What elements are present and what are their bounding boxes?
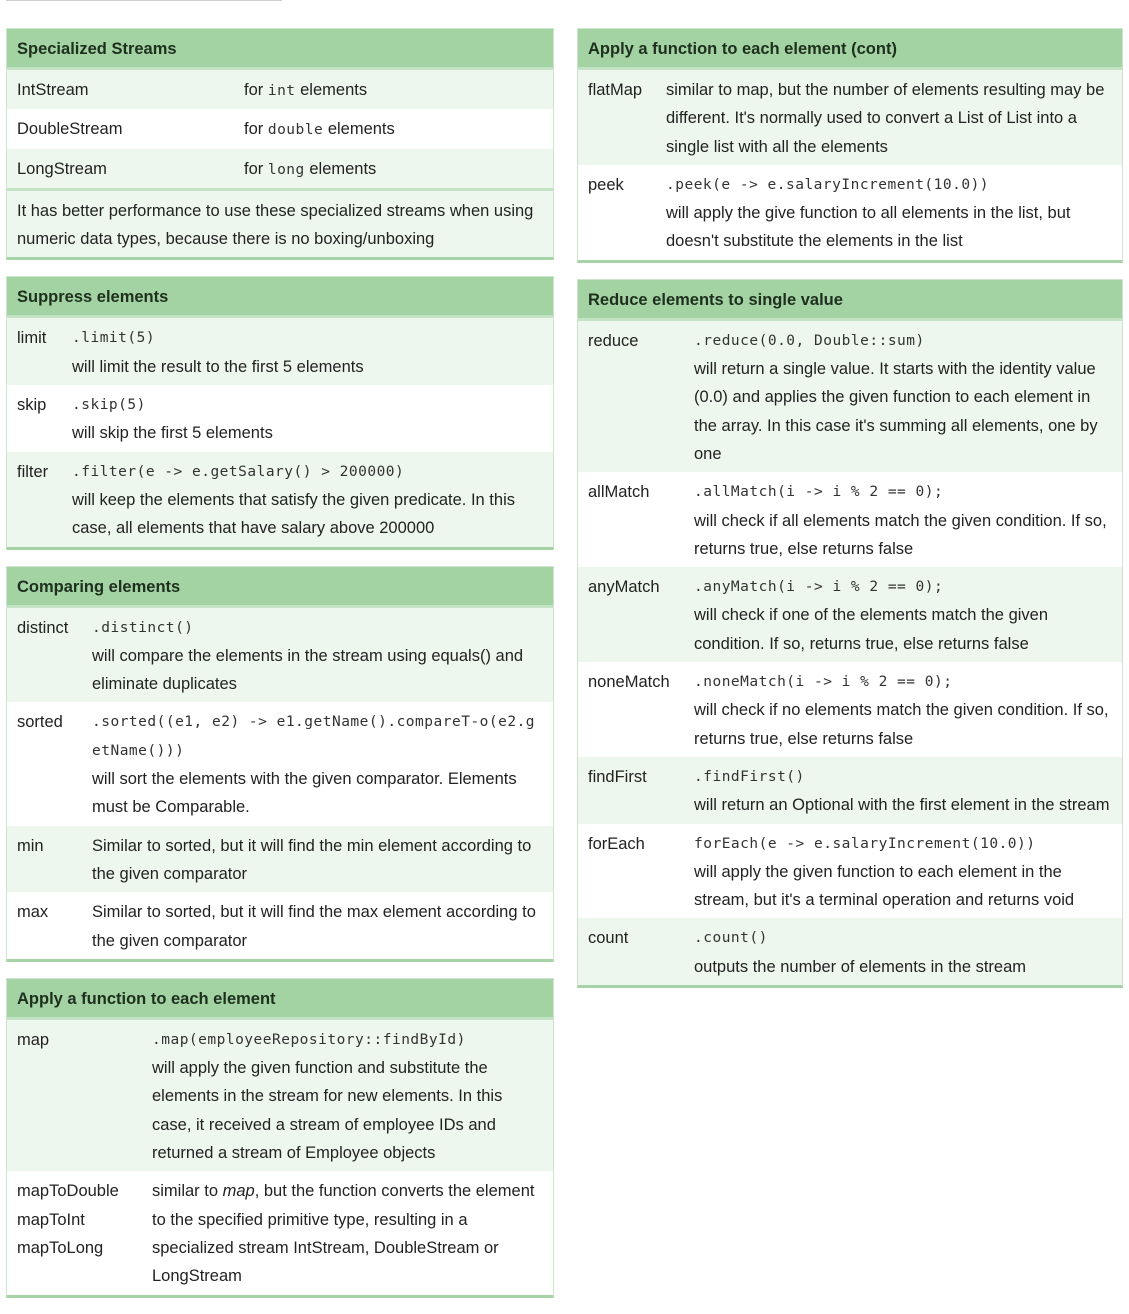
name-line: mapToLong: [17, 1238, 104, 1257]
code-snippet: int: [267, 83, 296, 99]
card-note: It has better performance to use these specialized streams when using numeric data types, because there is no boxing/unboxing: [7, 188, 553, 258]
row-name: DoubleStream: [7, 109, 234, 148]
code-snippet: forEach(e -> e.salaryIncrement(10.0)): [694, 835, 1036, 852]
card-suppress-elements: [6, 276, 554, 549]
code-snippet: .findFirst(): [694, 768, 805, 785]
row-name: distinct: [7, 608, 82, 703]
row-desc: [234, 70, 553, 109]
table-row: [578, 757, 1122, 824]
row-desc: [234, 109, 553, 148]
row-desc: [234, 149, 553, 188]
row-name: peek: [578, 165, 656, 260]
desc-text: will skip the first 5 elements: [72, 424, 273, 443]
table-row: [7, 109, 553, 148]
table-row: [578, 567, 1122, 662]
table-row: [7, 892, 553, 959]
desc-text: , but the function converts the element to the specified primitive type, resulting in a specialized stream IntStream, DoubleStream or LongStream: [152, 1182, 535, 1286]
desc-text: will sort the elements with the given comparator. Elements must be Comparable.: [92, 770, 517, 817]
row-name: max: [7, 892, 82, 959]
row-desc: [656, 165, 1122, 260]
table-row: [7, 1020, 553, 1171]
table-row: [578, 165, 1122, 260]
row-name: map: [7, 1020, 142, 1171]
row-name: anyMatch: [578, 567, 684, 662]
table-row: [7, 826, 553, 893]
table-row: [7, 608, 553, 703]
table-row: [7, 1171, 553, 1294]
row-desc: [82, 702, 553, 825]
desc-text: for: [244, 81, 268, 99]
row-desc: [82, 826, 553, 893]
row-desc: [684, 321, 1122, 472]
row-name: skip: [7, 385, 62, 452]
desc-text: will check if one of the elements match the given condition. If so, returns true, else returns false: [694, 606, 1049, 653]
code-snippet: double: [267, 122, 324, 139]
card-title: Suppress elements: [7, 277, 553, 318]
desc-text: outputs the number of elements in the stream: [694, 957, 1027, 976]
card-specialized-streams: [6, 28, 554, 260]
table-row: [578, 70, 1122, 165]
row-name: min: [7, 826, 82, 893]
table-row: [578, 824, 1122, 919]
table-row: [7, 149, 553, 188]
desc-text: elements: [295, 81, 368, 99]
left-column: [6, 28, 554, 1314]
table-row: [7, 70, 553, 109]
desc-emphasis: map: [222, 1182, 255, 1201]
row-desc: [656, 70, 1122, 165]
row-desc: [684, 472, 1122, 567]
top-divider: [6, 0, 282, 1]
row-name: allMatch: [578, 472, 684, 567]
apply-table: [7, 1020, 553, 1295]
desc-text: will apply the given function to each element in the stream, but it's a terminal operation and returns void: [694, 862, 1075, 910]
desc-text: will return an Optional with the first element in the stream: [694, 796, 1110, 815]
desc-text: will compare the elements in the stream using equals() and eliminate duplicates: [92, 646, 524, 694]
desc-text: will return a single value. It starts with the identity value (0.0) and applies the given function to each element in the array. In this case it's summing all elements, one by one: [694, 360, 1098, 463]
row-desc: [62, 318, 553, 385]
row-desc: [684, 918, 1122, 985]
row-name: LongStream: [7, 149, 234, 188]
row-desc: [82, 608, 553, 703]
card-title: Comparing elements: [7, 567, 553, 608]
row-name: sorted: [7, 702, 82, 825]
desc-text: similar to map, but the number of elements resulting may be different. It's normally used to convert a List of List into a single list with all the elements: [666, 81, 1105, 156]
code-snippet: .distinct(): [92, 619, 194, 636]
desc-text: similar to: [152, 1182, 223, 1201]
desc-text: will apply the give function to all elements in the list, but doesn't substitute the elements in the list: [666, 204, 1071, 251]
apply-cont-table: [578, 70, 1122, 260]
row-name: [7, 1171, 142, 1294]
row-desc: [684, 757, 1122, 824]
code-snippet: .filter(e -> e.getSalary() > 200000): [72, 463, 405, 480]
table-row: [7, 318, 553, 385]
code-snippet: .allMatch(i -> i % 2 == 0);: [694, 484, 944, 501]
table-row: [7, 385, 553, 452]
row-desc: [142, 1020, 553, 1171]
desc-text: will check if no elements match the given condition. If so, returns true, else returns false: [694, 701, 1109, 748]
table-row: [578, 321, 1122, 472]
card-apply-function: [6, 978, 554, 1298]
desc-text: elements: [323, 120, 395, 139]
code-snippet: .sorted((e1, e2) -> e1.getName().compareT-o(e2.getName())): [92, 714, 536, 759]
suppress-table: [7, 318, 553, 546]
desc-text: will keep the elements that satisfy the given predicate. In this case, all elements that have salary above 200000: [72, 490, 515, 538]
desc-text: will limit the result to the first 5 elements: [72, 357, 364, 376]
code-snippet: long: [267, 161, 305, 178]
row-desc: [684, 824, 1122, 919]
card-title: Specialized Streams: [7, 29, 553, 70]
row-desc: [62, 385, 553, 452]
right-column: [577, 28, 1123, 1004]
desc-text: elements: [304, 159, 377, 178]
specialized-table: [7, 70, 553, 188]
row-name: IntStream: [7, 70, 234, 109]
code-snippet: .count(): [694, 930, 768, 947]
desc-text: for: [244, 159, 268, 178]
name-line: mapToDouble: [17, 1182, 119, 1201]
desc-text: Similar to sorted, but it will find the min element according to the given comparator: [92, 836, 532, 883]
row-desc: [684, 567, 1122, 662]
table-row: [7, 702, 553, 825]
desc-text: will apply the given function and substitute the elements in the stream for new elements. In this case, it received a stream of employee IDs and returned a stream of Employee objects: [152, 1059, 503, 1163]
card-title: Reduce elements to single value: [578, 280, 1122, 321]
row-name: filter: [7, 452, 62, 547]
code-snippet: .map(employeeRepository::findById): [152, 1031, 466, 1048]
card-reduce-elements: [577, 279, 1123, 988]
row-desc: [142, 1171, 553, 1294]
table-row: [578, 662, 1122, 757]
table-row: [578, 918, 1122, 985]
table-row: [578, 472, 1122, 567]
row-name: flatMap: [578, 70, 656, 165]
desc-text: for: [244, 120, 268, 139]
row-name: noneMatch: [578, 662, 684, 757]
row-name: findFirst: [578, 757, 684, 824]
comparing-table: [7, 608, 553, 959]
desc-text: Similar to sorted, but it will find the max element according to the given comparator: [92, 903, 536, 950]
code-snippet: .skip(5): [72, 397, 146, 414]
row-name: reduce: [578, 321, 684, 472]
name-line: mapToInt: [17, 1210, 85, 1229]
code-snippet: .anyMatch(i -> i % 2 == 0);: [694, 579, 944, 596]
row-desc: [684, 662, 1122, 757]
table-row: [7, 452, 553, 547]
row-desc: [62, 452, 553, 547]
desc-text: will check if all elements match the given condition. If so, returns true, else returns false: [694, 511, 1107, 558]
code-snippet: .noneMatch(i -> i % 2 == 0);: [694, 674, 953, 691]
card-comparing-elements: [6, 566, 554, 962]
row-desc: [82, 892, 553, 959]
row-name: count: [578, 918, 684, 985]
card-title: Apply a function to each element: [7, 979, 553, 1020]
row-name: forEach: [578, 824, 684, 919]
code-snippet: .limit(5): [72, 330, 156, 347]
card-apply-function-cont: [577, 28, 1123, 263]
code-snippet: .reduce(0.0, Double::sum): [694, 332, 925, 349]
code-snippet: .peek(e -> e.salaryIncrement(10.0)): [666, 176, 990, 193]
card-title: Apply a function to each element (cont): [578, 29, 1122, 70]
reduce-table: [578, 321, 1122, 985]
row-name: limit: [7, 318, 62, 385]
